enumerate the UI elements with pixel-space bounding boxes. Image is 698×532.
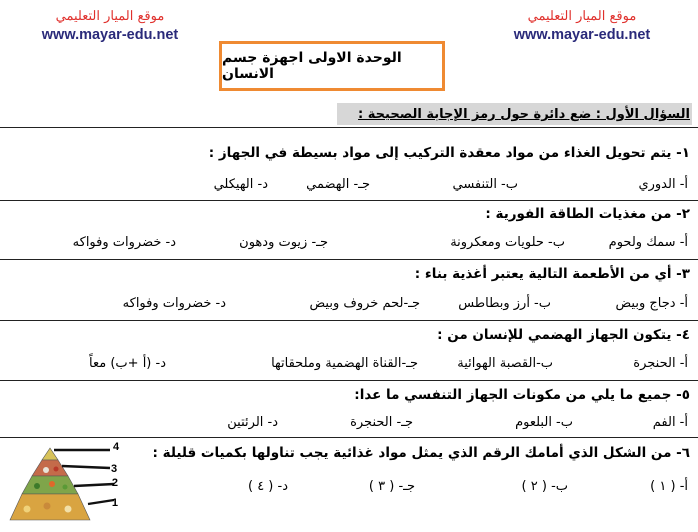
pyramid-label-2: 2 [111,477,118,489]
option-1b[interactable]: ب- التنفسي [452,177,518,192]
divider [0,380,698,381]
option-6a[interactable]: أ- ( ١ ) [650,479,688,494]
option-4d[interactable]: د- (أ +ب) معاً [89,356,166,371]
pyramid-tier-3 [32,460,68,476]
option-1d[interactable]: د- الهيكلي [213,177,268,192]
site-logo-url: www.mayar-edu.net [41,27,179,43]
site-logo-left [40,8,180,44]
option-2b[interactable]: ب- حلويات ومعكرونة [450,235,565,250]
option-3c[interactable]: جـ-لحم خروف وبيض [309,296,420,311]
site-logo-url: www.mayar-edu.net [513,27,651,43]
pyramid-label-1: 1 [111,497,118,509]
divider [0,200,698,201]
option-3a[interactable]: أ- دجاج وبيض [615,296,688,311]
question-6: ٦- من الشكل الذي أمامك الرقم الذي يمثل مواد غذائية يجب تناولها بكميات قليلة : [152,445,690,461]
pyramid-label-3: 3 [111,463,118,475]
food-pyramid-image [2,442,120,532]
section-header [337,103,692,125]
option-6b[interactable]: ب- ( ٢ ) [521,479,568,494]
question-4: ٤- يتكون الجهاز الهضمي للإنسان من : [437,327,690,343]
option-2d[interactable]: د- خضروات وفواكه [72,235,176,250]
option-6c[interactable]: جـ- ( ٣ ) [368,479,415,494]
option-5d[interactable]: د- الرئتين [227,415,278,430]
question-2: ٢- من مغذيات الطاقة الفورية : [485,206,690,222]
option-4b[interactable]: ب-القصبة الهوائية [457,356,553,371]
option-1c[interactable]: جـ- الهضمي [306,177,370,192]
question-1: ١- يتم تحويل الغذاء من مواد معقدة التركيب إلى مواد بسيطة في الجهاز : [208,145,690,161]
section-header-text: السؤال الأول : ضع دائرة حول رمز الإجابة الصحيحة : [358,107,690,122]
question-5: ٥- جميع ما يلي من مكونات الجهاز التنفسي ما عدا: [354,387,690,403]
option-3d[interactable]: د- خضروات وفواكه [122,296,226,311]
pyramid-label-4: 4 [113,442,120,453]
divider [0,320,698,321]
question-3: ٣- أي من الأطعمة التالية يعتبر أغذية بناء : [414,266,690,282]
option-6d[interactable]: د- ( ٤ ) [247,479,288,494]
option-1a[interactable]: أ- الدوري [638,177,688,192]
option-2a[interactable]: أ- سمك ولحوم [608,235,688,250]
site-logo-right [512,8,652,44]
option-5b[interactable]: ب- البلعوم [515,415,573,430]
option-2c[interactable]: جـ- زيوت ودهون [239,235,328,250]
option-4c[interactable]: جـ-القناة الهضمية وملحقاتها [271,356,418,371]
option-5c[interactable]: جـ- الحنجرة [350,415,413,430]
option-4a[interactable]: أ- الحنجرة [633,356,688,371]
divider [0,437,698,438]
divider [0,259,698,260]
page-title: الوحدة الاولى اجهزة جسم الانسان [222,50,402,82]
divider [0,127,698,128]
title-box [219,41,445,91]
site-logo-arabic-text: موقع الميار التعليمي [55,9,165,24]
option-5a[interactable]: أ- الفم [652,415,688,430]
site-logo-arabic-text: موقع الميار التعليمي [527,9,637,24]
option-3b[interactable]: ب- أرز وبطاطس [458,296,551,311]
